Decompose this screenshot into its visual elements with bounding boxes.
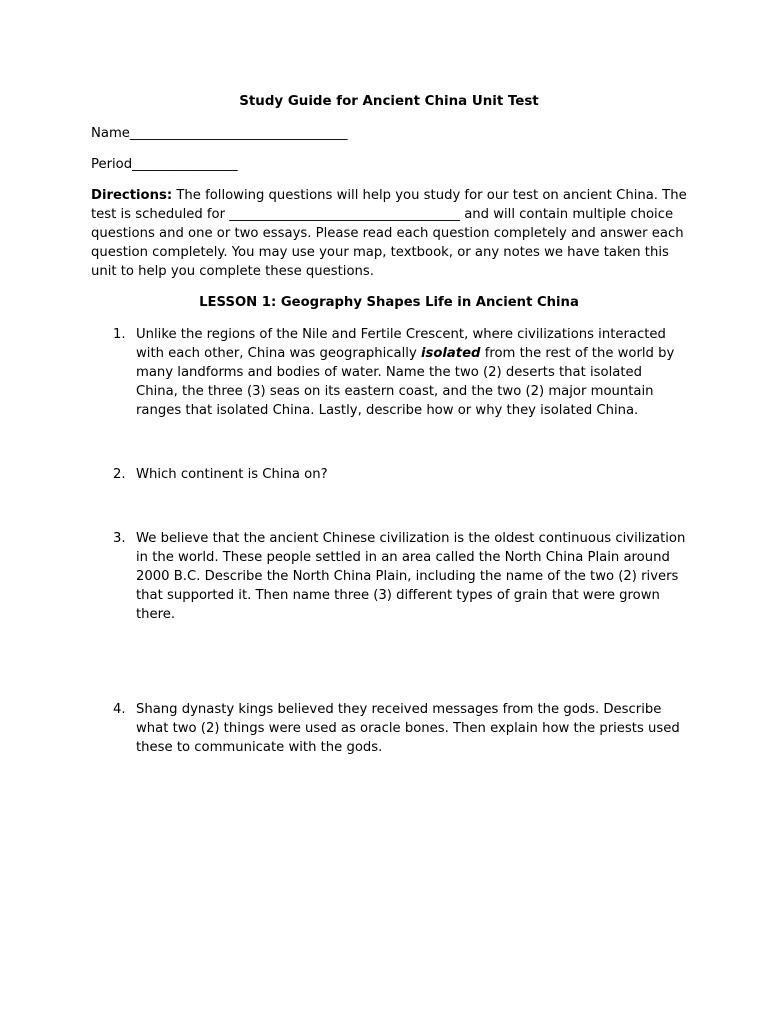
question-number: 2.: [113, 467, 126, 482]
question-number: 1.: [113, 327, 126, 342]
question-item: [91, 325, 687, 420]
question-text: Shang dynasty kings believed they received messages from the gods. Describe what two (2) things were used as oracle bones. Then explain how the priests used these to communicate with the gods.: [136, 702, 680, 755]
name-field[interactable]: Name_________________________________: [91, 126, 348, 141]
question-number: 3.: [113, 531, 126, 546]
question-text: [136, 327, 674, 418]
period-field[interactable]: Period________________: [91, 157, 238, 172]
question-text-part: Unlike the regions of the Nile and Fertile Crescent, where civilizations interacted with each other, China was geographically: [136, 327, 666, 361]
question-text: We believe that the ancient Chinese civilization is the oldest continuous civilization in the world. These people settled in an area called the North China Plain around 2000 B.C. Describe the North China Plain, including the name of the two (2) rivers that supported it. Then name three (3) different types of grain that were grown there.: [136, 531, 686, 622]
lesson-heading: LESSON 1: Geography Shapes Life in Ancient China: [199, 295, 579, 310]
directions-paragraph: [91, 186, 687, 281]
directions-label: Directions:: [91, 188, 173, 203]
document-title: Study Guide for Ancient China Unit Test: [239, 94, 539, 109]
question-emphasis: isolated: [420, 346, 481, 361]
question-number: 4.: [113, 702, 126, 717]
question-text: Which continent is China on?: [136, 467, 328, 482]
document-page: [91, 92, 687, 757]
question-item: [91, 700, 687, 757]
question-item: [91, 529, 687, 624]
question-text-part: from the rest of the world by many landforms and bodies of water. Name the two (2) deserts that isolated China, the three (3) seas on its eastern coast, and the two (2) major mountain ranges that isolated China. Lastly, describe how or why they isolated China.: [136, 346, 675, 418]
directions-text: The following questions will help you study for our test on ancient China. The test is scheduled for ___________________________________ and will contain multiple choice questions and one or two essays. Please read each question completely and answer each question completely. You may use your map, textbook, or any notes we have taken this unit to help you complete these questions.: [91, 188, 687, 279]
question-item: [91, 465, 687, 484]
question-list: [91, 325, 687, 757]
